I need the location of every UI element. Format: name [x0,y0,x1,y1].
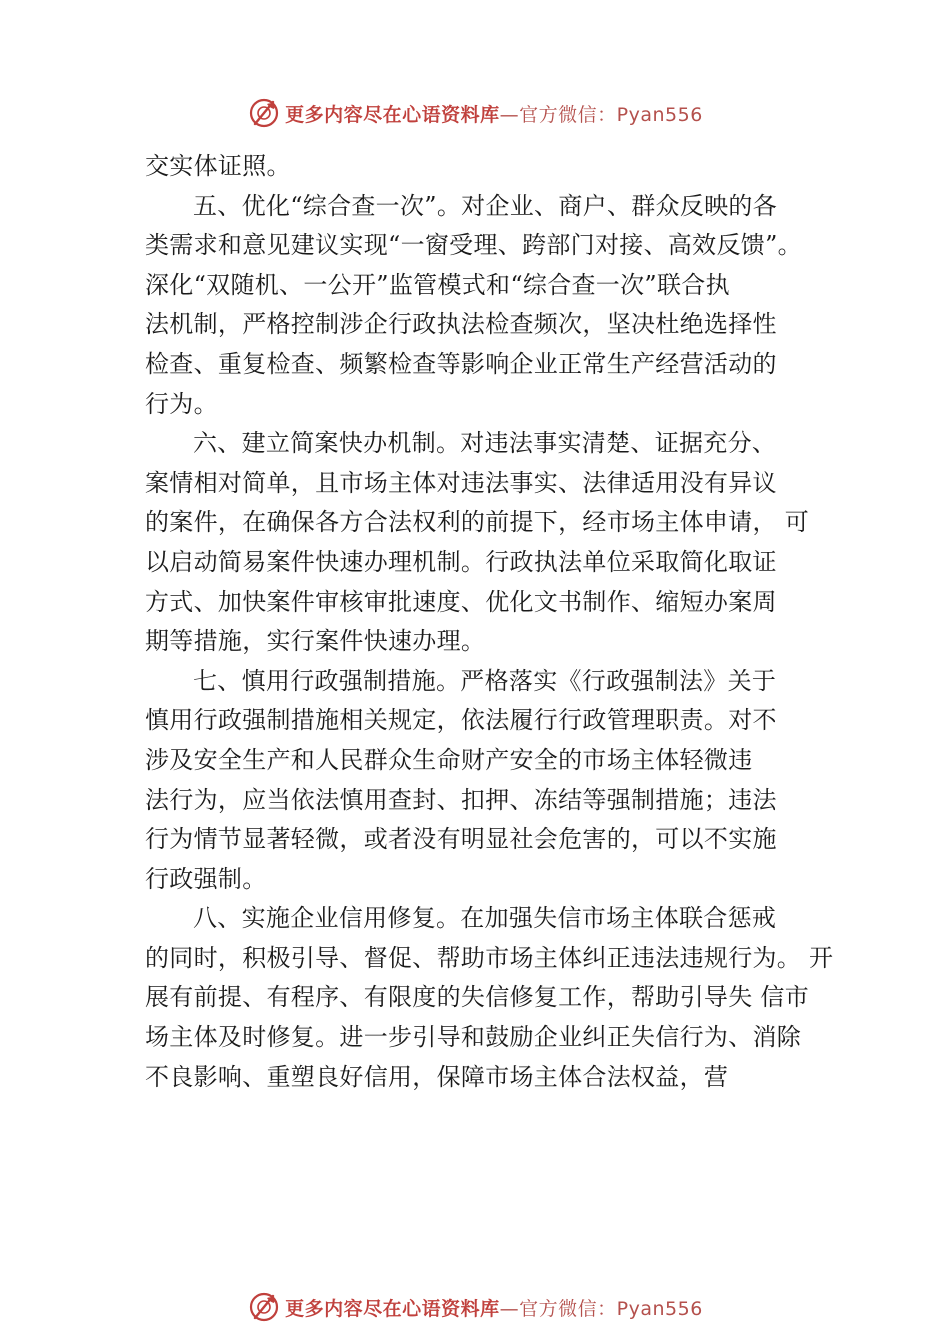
text-line: 六、建立简案快办机制。对违法事实清楚、证据充分、 [193,429,777,458]
text-line: 检查、重复检查、频繁检查等影响企业正常生产经营活动的 [145,349,777,378]
text-line: 交实体证照。 [145,152,291,180]
text-line: 行为情节显著轻微，或者没有明显社会危害的，可以不实施 [145,825,777,854]
banner-wechat-text: —官方微信：Pyan556 [499,1297,703,1320]
text-line: 法机制，严格控制涉企行政执法检查频次，坚决杜绝选择性 [145,310,777,339]
text-line: 行为。 [145,389,218,418]
text-line: 五、优化“综合查一次”。对企业、商户、群众反映的各 [193,191,778,220]
banner-brand-text: 更多内容尽在心语资料库 [285,1297,500,1320]
text-line: 案情相对简单，且市场主体对违法事实、法律适用没有异议 [145,468,777,497]
text-line: 行政强制。 [145,864,267,893]
text-line: 方式、加快案件审核审批速度、优化文书制作、缩短办案周 [145,587,777,616]
feather-logo-icon [247,1290,281,1324]
text-line: 场主体及时修复。进一步引导和鼓励企业纠正失信行为、消除 [145,1023,802,1052]
text-line: 法行为，应当依法慎用查封、扣押、冻结等强制措施；违法 [145,785,777,814]
banner-brand-text: 更多内容尽在心语资料库 [285,103,500,126]
footer-banner [0,1287,950,1327]
text-line: 七、慎用行政强制措施。严格落实《行政强制法》关于 [193,666,777,695]
text-line: 慎用行政强制措施相关规定，依法履行行政管理职责。对不 [145,706,777,735]
text-line: 的案件，在确保各方合法权利的前提下，经市场主体申请， 可 [145,508,810,537]
feather-logo-icon [247,96,281,130]
text-line: 期等措施，实行案件快速办理。 [145,627,486,656]
text-line: 深化“双随机、一公开”监管模式和“综合查一次”联合执 [145,270,730,299]
document-body [145,147,835,1097]
text-line: 涉及安全生产和人民群众生命财产安全的市场主体轻微违 [145,745,753,774]
text-line: 不良影响、重塑良好信用，保障市场主体合法权益，营 [145,1062,729,1091]
text-line: 类需求和意见建议实现“一窗受理、跨部门对接、高效反馈”。 [145,231,802,260]
text-line: 以启动简易案件快速办理机制。行政执法单位采取简化取证 [145,547,777,576]
text-line: 的同时，积极引导、督促、帮助市场主体纠正违法违规行为。 开 [145,943,834,972]
banner-wechat-text: —官方微信：Pyan556 [499,103,703,126]
header-banner [0,93,950,133]
text-line: 八、实施企业信用修复。在加强失信市场主体联合惩戒 [193,904,777,933]
text-line: 展有前提、有程序、有限度的失信修复工作，帮助引导失 信市 [145,983,810,1012]
